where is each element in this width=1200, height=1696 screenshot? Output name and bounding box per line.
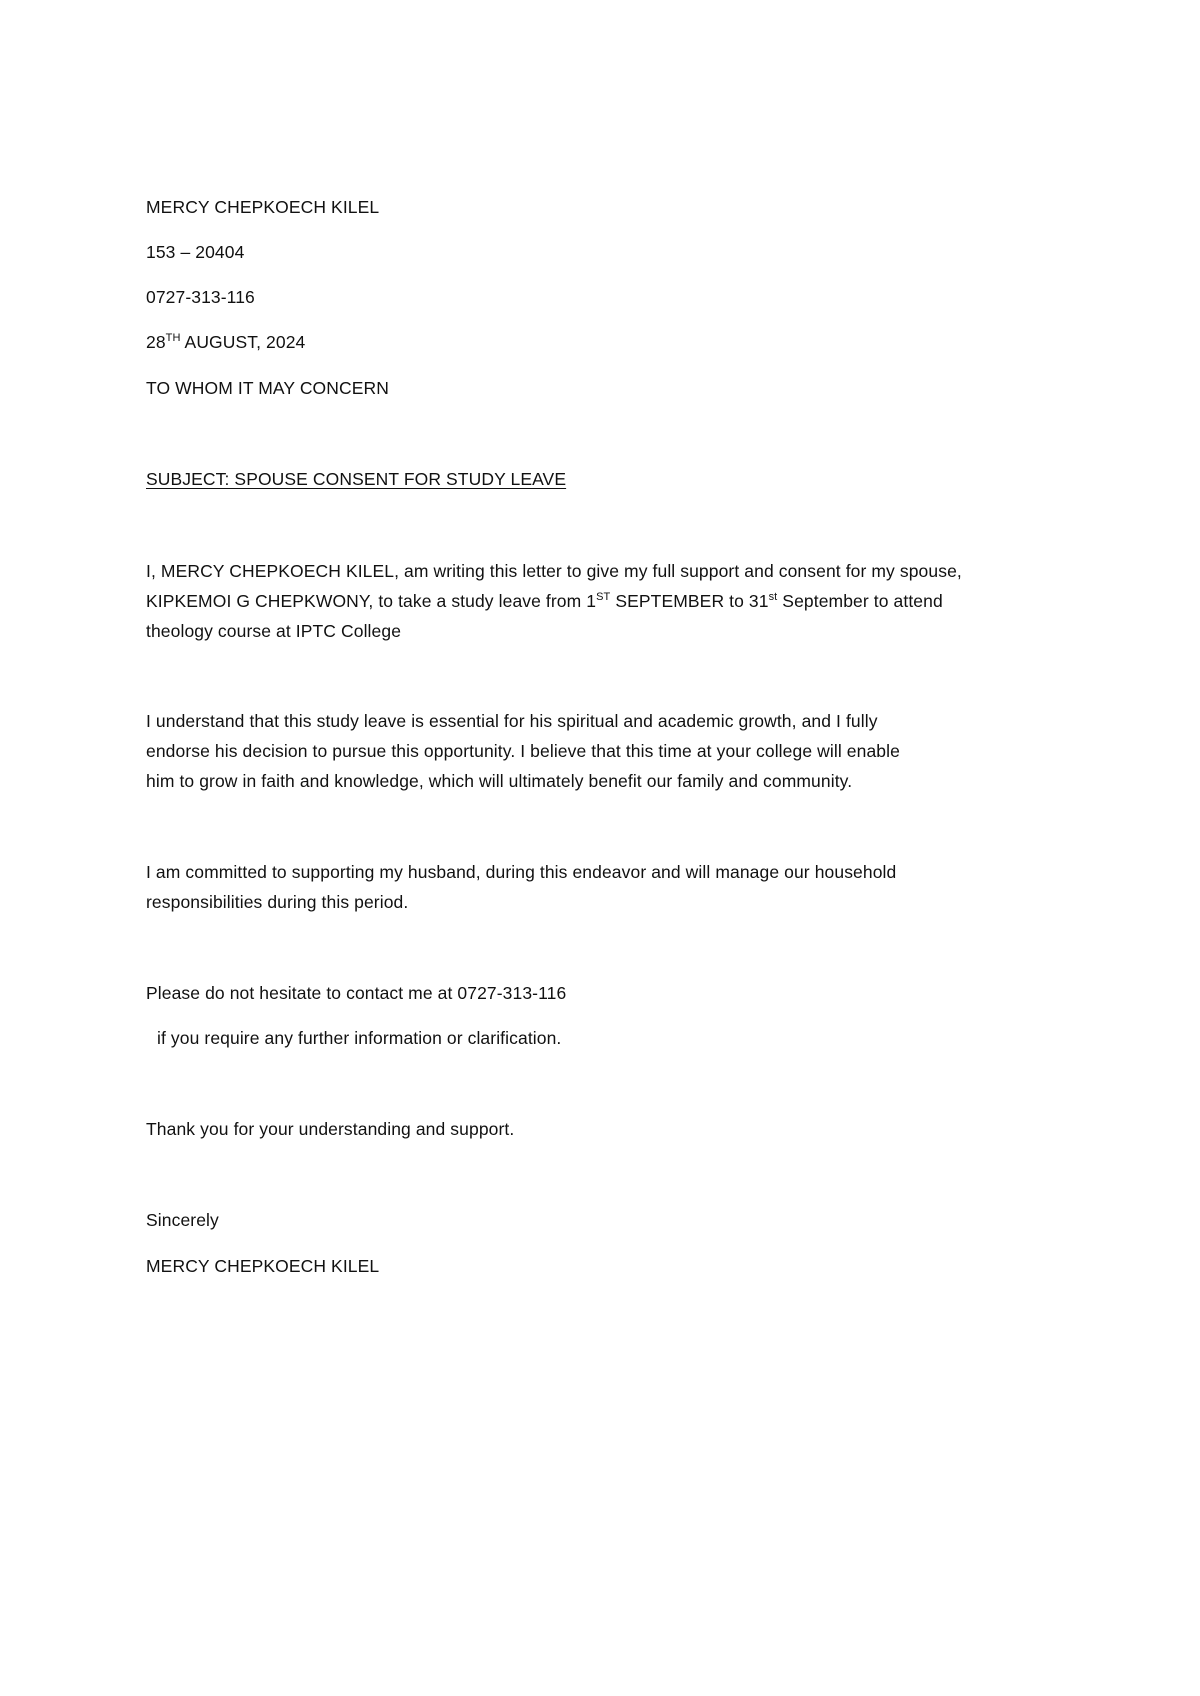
sender-phone: 0727-313-116 bbox=[146, 287, 255, 307]
thanks-line: Thank you for your understanding and support. bbox=[146, 1119, 515, 1139]
date-day: 28 bbox=[146, 332, 166, 352]
consent-line-2-part-2: SEPTEMBER to 31 bbox=[610, 591, 769, 611]
consent-sup-2: st bbox=[768, 591, 778, 604]
letter-date bbox=[146, 328, 305, 357]
paragraph-understanding-line-3: him to grow in faith and knowledge, which will ultimately benefit our family and community. bbox=[146, 771, 853, 791]
consent-line-2-part-3: September to attend bbox=[777, 591, 943, 611]
sender-address: 153 – 20404 bbox=[146, 242, 245, 262]
paragraph-understanding-line-1: I understand that this study leave is essential for his spiritual and academic growth, and I fully bbox=[146, 711, 878, 731]
paragraph-commitment-line-2: responsibilities during this period. bbox=[146, 892, 409, 912]
subject-line: SUBJECT: SPOUSE CONSENT FOR STUDY LEAVE bbox=[146, 469, 567, 489]
contact-line-2: if you require any further information or clarification. bbox=[157, 1028, 562, 1048]
consent-sup-1: ST bbox=[596, 591, 611, 604]
paragraph-understanding-line-2: endorse his decision to pursue this opportunity. I believe that this time at your college will enable bbox=[146, 741, 900, 761]
paragraph-consent-line-1: I, MERCY CHEPKOECH KILEL, am writing this letter to give my full support and consent for my spouse, bbox=[146, 561, 962, 581]
paragraph-consent-line-3: theology course at IPTC College bbox=[146, 621, 402, 641]
paragraph-commitment bbox=[146, 857, 1076, 917]
date-day-suffix: TH bbox=[165, 332, 181, 345]
contact-line-1: Please do not hesitate to contact me at 0727-313-116 bbox=[146, 983, 567, 1003]
paragraph-consent bbox=[146, 556, 1076, 646]
paragraph-understanding bbox=[146, 706, 1076, 796]
sender-name: MERCY CHEPKOECH KILEL bbox=[146, 197, 380, 217]
paragraph-commitment-line-1: I am committed to supporting my husband, during this endeavor and will manage our household bbox=[146, 862, 897, 882]
salutation: TO WHOM IT MAY CONCERN bbox=[146, 378, 389, 398]
paragraph-consent-line-2 bbox=[146, 586, 1076, 616]
consent-line-2-part-1: KIPKEMOI G CHEPKWONY, to take a study leave from 1 bbox=[146, 591, 597, 611]
closing: Sincerely bbox=[146, 1210, 219, 1230]
date-rest: AUGUST, 2024 bbox=[180, 332, 306, 352]
signature-name: MERCY CHEPKOECH KILEL bbox=[146, 1256, 380, 1276]
